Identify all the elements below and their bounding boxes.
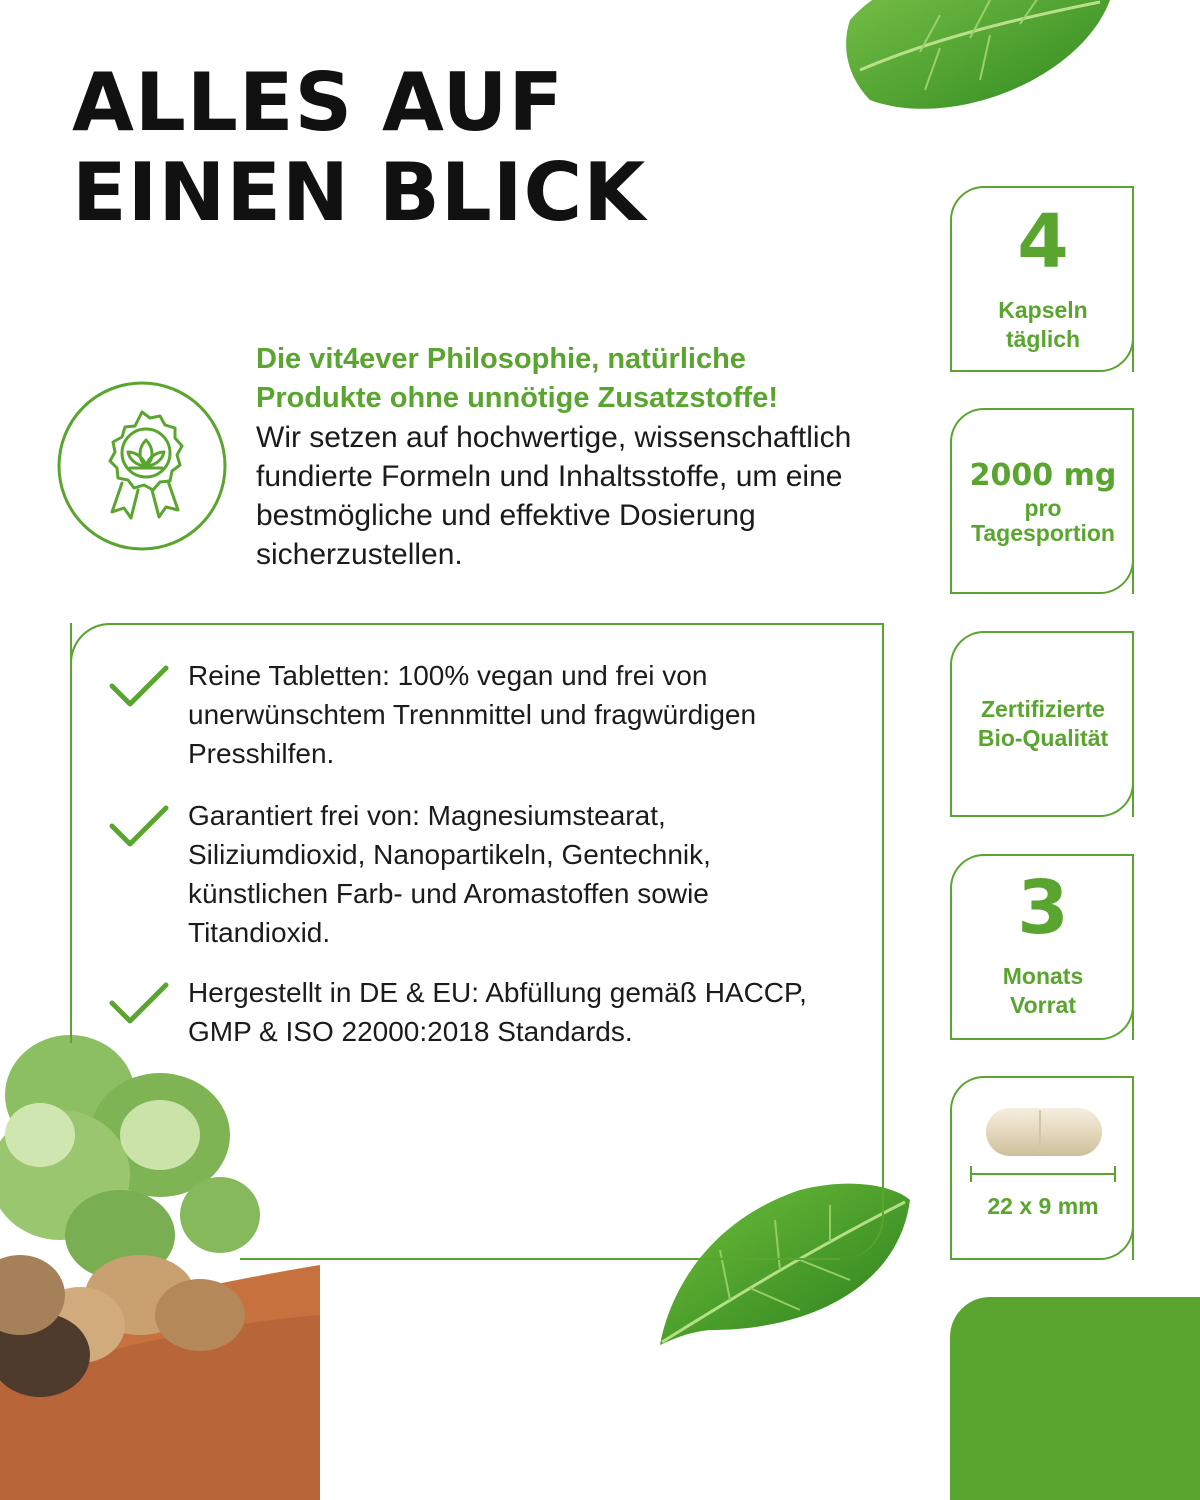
award-badge-leaf-icon [56, 380, 228, 552]
stat-capsule-size-label: 22 x 9 mm [987, 1193, 1099, 1219]
stat-dose-amount: 2000 mg [969, 458, 1117, 493]
stat-capsules-number: 4 [1017, 199, 1069, 285]
stat-card-supply [950, 854, 1134, 1040]
stat-capsules-label-1: Kapseln [998, 297, 1088, 323]
page-headline [72, 58, 772, 238]
stat-card-capsule-size [950, 1076, 1134, 1260]
feature-text-2: Garantiert frei von: Magnesiumstearat, Siliziumdioxid, Nanopartikeln, Gentechnik, künstlichen Farb- und Aromastoffen sowie Titandioxid. [188, 800, 711, 948]
stat-bio-label-1: Zertifizierte [981, 696, 1105, 722]
checkmark-icon [108, 664, 170, 710]
feature-text-1: Reine Tabletten: 100% vegan und frei von unerwünschtem Trennmittel und fragwürdigen Presshilfen. [188, 660, 757, 769]
stat-supply-number: 3 [1017, 865, 1069, 951]
stat-supply-label-2: Vorrat [1009, 992, 1077, 1018]
philosophy-text [256, 340, 876, 574]
headline-line-2: EINEN BLICK [72, 146, 647, 239]
stat-card-bio [950, 631, 1134, 817]
green-corner-block [950, 1297, 1200, 1500]
headline-line-1: ALLES AUF [72, 56, 565, 149]
philosophy-highlight: Die vit4ever Philosophie, natürliche Produkte ohne unnötige Zusatzstoffe! [256, 343, 778, 414]
stat-supply-label-1: Monats [1002, 963, 1084, 989]
feature-text-3: Hergestellt in DE & EU: Abfüllung gemäß HACCP, GMP & ISO 22000:2018 Standards. [188, 977, 807, 1047]
stat-capsules-label-2: täglich [1005, 326, 1081, 352]
stat-dose-label-2: Tagesportion [971, 520, 1115, 546]
stat-card-dose [950, 408, 1134, 594]
stat-bio-label-2: Bio-Qualität [977, 725, 1109, 751]
stat-card-capsules [950, 186, 1134, 372]
checkmark-icon [108, 981, 170, 1027]
checkmark-icon [108, 804, 170, 850]
stat-dose-label-1: pro [1024, 495, 1062, 521]
philosophy-body: Wir setzen auf hochwertige, wissenschaftlich fundierte Formeln und Inhaltsstoffe, um eine bestmögliche und effektive Dosierung sicherzustellen. [256, 421, 852, 571]
leaf-top-image [830, 0, 1130, 130]
features-box-bottom [240, 1258, 840, 1260]
